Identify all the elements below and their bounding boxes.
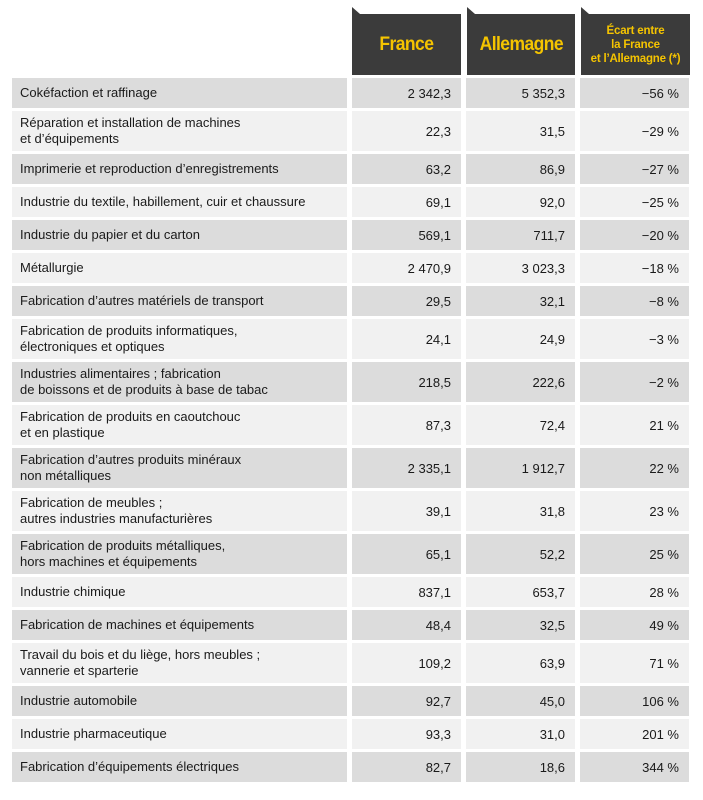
row-label: [12, 253, 347, 283]
germany-value: 86,9: [466, 154, 575, 184]
row-label-line2: et en plastique: [20, 425, 105, 440]
row-label: [12, 491, 347, 531]
germany-value: 31,5: [466, 111, 575, 151]
france-value: 29,5: [352, 286, 461, 316]
row-label: [12, 686, 347, 716]
france-value: 24,1: [352, 319, 461, 359]
header-germany-label: Allemagne: [479, 33, 563, 55]
table-row: [12, 610, 690, 640]
germany-value: 45,0: [466, 686, 575, 716]
header-gap-line1: Écart entre: [606, 24, 665, 37]
row-label: [12, 220, 347, 250]
germany-value: 653,7: [466, 577, 575, 607]
row-label-text: [20, 293, 264, 309]
row-label-text: [20, 647, 260, 679]
row-label: [12, 577, 347, 607]
table-row: [12, 154, 690, 184]
row-label-text: [20, 194, 305, 210]
gap-value: −18 %: [580, 253, 689, 283]
france-value: 22,3: [352, 111, 461, 151]
table-row: [12, 719, 690, 749]
table-row: [12, 491, 690, 531]
row-label-line1: Imprimerie et reproduction d’enregistrements: [20, 161, 279, 176]
table-row: [12, 253, 690, 283]
row-label-line1: Industrie chimique: [20, 584, 126, 599]
germany-value: 72,4: [466, 405, 575, 445]
france-value: 218,5: [352, 362, 461, 402]
table-row: [12, 686, 690, 716]
header-france: [352, 14, 461, 75]
france-value: 2 470,9: [352, 253, 461, 283]
france-value: 63,2: [352, 154, 461, 184]
france-value: 93,3: [352, 719, 461, 749]
row-label-line1: Cokéfaction et raffinage: [20, 85, 158, 100]
row-label-line2: non métalliques: [20, 468, 112, 483]
table-row: [12, 220, 690, 250]
row-label: [12, 448, 347, 488]
france-value: 2 342,3: [352, 78, 461, 108]
table-row: [12, 577, 690, 607]
row-label-text: [20, 260, 84, 276]
table-row: [12, 752, 690, 782]
france-value: 48,4: [352, 610, 461, 640]
table-row: [12, 362, 690, 402]
row-label: [12, 111, 347, 151]
row-label-line1: Fabrication d’équipements électriques: [20, 759, 239, 774]
gap-value: 21 %: [580, 405, 689, 445]
row-label: [12, 610, 347, 640]
row-label-line1: Industrie automobile: [20, 693, 138, 708]
germany-value: 222,6: [466, 362, 575, 402]
row-label-text: [20, 495, 212, 527]
row-label-text: [20, 115, 240, 147]
row-label-text: [20, 323, 238, 355]
france-value: 65,1: [352, 534, 461, 574]
table-body: [12, 78, 690, 785]
row-label-line1: Métallurgie: [20, 260, 84, 275]
table-row: [12, 111, 690, 151]
germany-value: 63,9: [466, 643, 575, 683]
table-row: [12, 187, 690, 217]
row-label-text: [20, 161, 279, 177]
row-label: [12, 643, 347, 683]
row-label-line2: vannerie et sparterie: [20, 663, 139, 678]
gap-value: 201 %: [580, 719, 689, 749]
gap-value: 344 %: [580, 752, 689, 782]
france-value: 569,1: [352, 220, 461, 250]
header-germany: [467, 14, 575, 75]
row-label-line1: Travail du bois et du liège, hors meubles ;: [20, 647, 261, 662]
row-label-text: [20, 409, 240, 441]
germany-value: 92,0: [466, 187, 575, 217]
france-value: 39,1: [352, 491, 461, 531]
row-label-line2: hors machines et équipements: [20, 554, 198, 569]
germany-value: 32,1: [466, 286, 575, 316]
gap-value: 22 %: [580, 448, 689, 488]
germany-value: 52,2: [466, 534, 575, 574]
header-tab-shape: [352, 7, 360, 14]
table-row: [12, 448, 690, 488]
row-label: [12, 362, 347, 402]
header-gap-line3: et l’Allemagne (*): [590, 52, 681, 65]
france-value: 69,1: [352, 187, 461, 217]
row-label-line1: Industrie du papier et du carton: [20, 227, 200, 242]
row-label: [12, 319, 347, 359]
row-label-line1: Fabrication de produits informatiques,: [20, 323, 238, 338]
row-label-line2: autres industries manufacturières: [20, 511, 213, 526]
row-label-text: [20, 538, 225, 570]
gap-value: 23 %: [580, 491, 689, 531]
germany-value: 3 023,3: [466, 253, 575, 283]
row-label-text: [20, 726, 167, 742]
header-gap: [581, 14, 690, 75]
header-tab-shape: [467, 7, 475, 14]
row-label-text: [20, 584, 126, 600]
germany-value: 31,0: [466, 719, 575, 749]
table-row: [12, 405, 690, 445]
row-label-line1: Industrie du textile, habillement, cuir et chaussure: [20, 194, 306, 209]
table-row: [12, 643, 690, 683]
header-gap-label: [587, 24, 685, 66]
france-value: 109,2: [352, 643, 461, 683]
row-label-text: [20, 693, 137, 709]
row-label-line1: Réparation et installation de machines: [20, 115, 241, 130]
row-label-line1: Industrie pharmaceutique: [20, 726, 167, 741]
germany-value: 1 912,7: [466, 448, 575, 488]
france-value: 92,7: [352, 686, 461, 716]
gap-value: −2 %: [580, 362, 689, 402]
row-label-text: [20, 227, 200, 243]
table-row: [12, 286, 690, 316]
row-label: [12, 154, 347, 184]
gap-value: 28 %: [580, 577, 689, 607]
germany-value: 32,5: [466, 610, 575, 640]
table-row: [12, 78, 690, 108]
row-label: [12, 286, 347, 316]
row-label-text: [20, 759, 239, 775]
gap-value: 49 %: [580, 610, 689, 640]
row-label-line1: Fabrication de produits métalliques,: [20, 538, 226, 553]
header-gap-line2: la France: [611, 38, 660, 51]
row-label: [12, 78, 347, 108]
row-label-text: [20, 366, 268, 398]
gap-value: −8 %: [580, 286, 689, 316]
france-value: 2 335,1: [352, 448, 461, 488]
gap-value: −27 %: [580, 154, 689, 184]
row-label-line1: Fabrication de produits en caoutchouc: [20, 409, 241, 424]
row-label-text: [20, 617, 254, 633]
row-label-line1: Fabrication de machines et équipements: [20, 617, 255, 632]
france-value: 82,7: [352, 752, 461, 782]
gap-value: −25 %: [580, 187, 689, 217]
row-label-line1: Industries alimentaires ; fabrication: [20, 366, 221, 381]
row-label-line2: de boissons et de produits à base de tabac: [20, 382, 268, 397]
row-label-line1: Fabrication de meubles ;: [20, 495, 163, 510]
row-label: [12, 187, 347, 217]
row-label: [12, 534, 347, 574]
gap-value: −20 %: [580, 220, 689, 250]
germany-value: 31,8: [466, 491, 575, 531]
table-row: [12, 534, 690, 574]
gap-value: −3 %: [580, 319, 689, 359]
row-label: [12, 405, 347, 445]
germany-value: 711,7: [466, 220, 575, 250]
row-label-text: [20, 85, 157, 101]
row-label-line1: Fabrication d’autres produits minéraux: [20, 452, 242, 467]
gap-value: 25 %: [580, 534, 689, 574]
germany-value: 18,6: [466, 752, 575, 782]
germany-value: 5 352,3: [466, 78, 575, 108]
row-label: [12, 719, 347, 749]
france-value: 837,1: [352, 577, 461, 607]
row-label-line2: et d’équipements: [20, 131, 120, 146]
gap-value: 106 %: [580, 686, 689, 716]
table-row: [12, 319, 690, 359]
gap-value: −56 %: [580, 78, 689, 108]
gap-value: −29 %: [580, 111, 689, 151]
gap-value: 71 %: [580, 643, 689, 683]
header-france-label: France: [379, 33, 434, 55]
header-tab-shape: [581, 7, 589, 14]
germany-value: 24,9: [466, 319, 575, 359]
row-label-line2: électroniques et optiques: [20, 339, 165, 354]
france-value: 87,3: [352, 405, 461, 445]
row-label-text: [20, 452, 241, 484]
row-label-line1: Fabrication d’autres matériels de transport: [20, 293, 264, 308]
row-label: [12, 752, 347, 782]
